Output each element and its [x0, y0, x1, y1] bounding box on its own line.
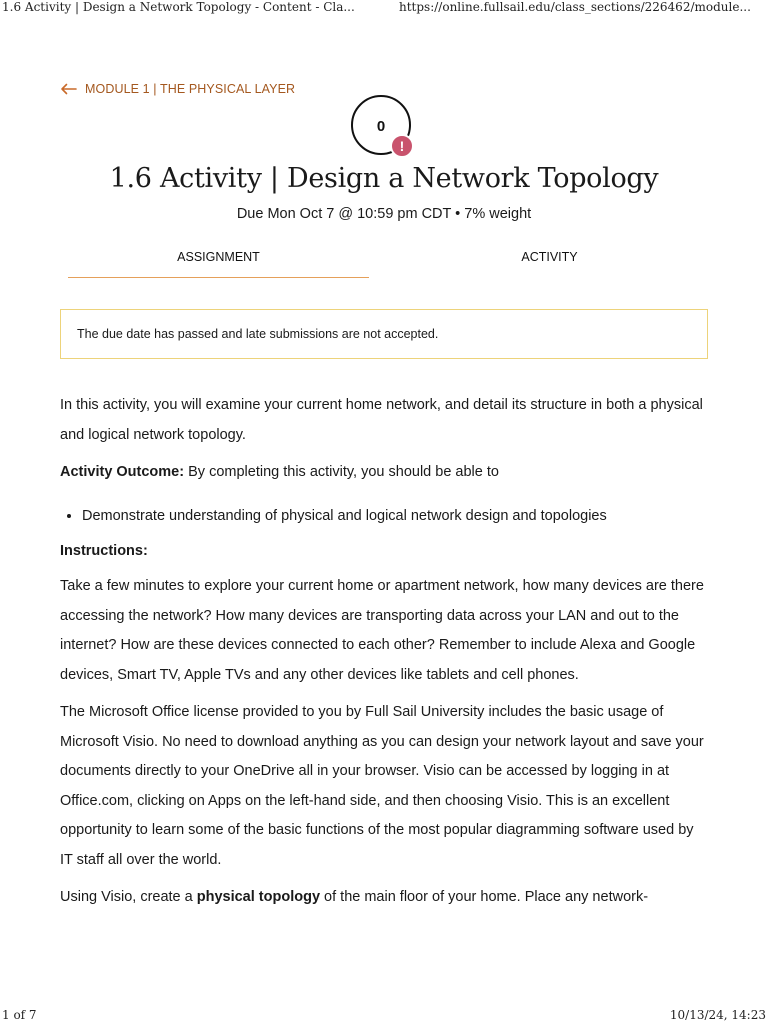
grade-value: 0	[376, 118, 386, 135]
para3-start: Using Visio, create a	[60, 889, 197, 905]
para3-end: of the main floor of your home. Place any network-	[320, 889, 649, 905]
intro-paragraph: In this activity, you will examine your current home network, and detail its structure in both a physical and logical network topology.	[60, 397, 703, 443]
assignment-content	[60, 391, 710, 921]
print-footer	[0, 1008, 768, 1024]
notice-text: The due date has passed and late submissions are not accepted.	[77, 327, 439, 341]
instructions-paragraph-3	[60, 883, 710, 913]
outcome-text: By completing this activity, you should be able to	[184, 464, 499, 480]
print-header-url: https://online.fullsail.edu/class_sections/226462/module...	[399, 0, 751, 14]
alert-icon: !	[390, 134, 414, 158]
instructions-paragraph-1: Take a few minutes to explore your current home or apartment network, how many devices are there accessing the network? How many devices are transporting data across your LAN and out to the internet? How are these devices connected to each other? Remember to include Alexa and Google devices, Smart TV, Apple TVs and any other devices like tablets and cell phones.	[60, 578, 704, 683]
instructions-heading: Instructions:	[60, 542, 148, 559]
page-number: 1 of 7	[2, 1008, 37, 1022]
page-title: 1.6 Activity | Design a Network Topology	[109, 163, 659, 194]
tab-activity[interactable]: ACTIVITY	[521, 250, 578, 264]
breadcrumb-label: MODULE 1 | THE PHYSICAL LAYER	[85, 82, 296, 96]
late-submission-notice	[60, 309, 708, 359]
physical-topology-emphasis: physical topology	[196, 889, 321, 905]
print-header	[0, 0, 768, 20]
breadcrumb-back-link[interactable]	[60, 79, 295, 99]
list-item: • Demonstrate understanding of physical and logical network design and topologies	[82, 504, 710, 528]
print-datetime: 10/13/24, 14:23	[669, 1008, 766, 1022]
tab-assignment[interactable]: ASSIGNMENT	[68, 250, 369, 278]
tab-bar	[68, 250, 700, 278]
outcome-paragraph	[60, 458, 710, 488]
arrow-left-icon	[60, 83, 77, 95]
due-date: Due Mon Oct 7 @ 10:59 pm CDT • 7% weight	[236, 206, 532, 222]
print-header-title: 1.6 Activity | Design a Network Topology - Content - Cla...	[2, 0, 355, 14]
instructions-paragraph-2: The Microsoft Office license provided to you by Full Sail University includes the basic usage of Microsoft Visio. No need to download anything as you can design your network layout and save your documents directly to your OneDrive all in your browser. Visio can be accessed by logging in at Office.com, clicking on Apps on the left-hand side, and then choosing Visio. This is an excellent opportunity to learn some of the basic functions of the most popular diagramming software used by IT staff all over the world.	[60, 704, 704, 868]
outcome-label: Activity Outcome:	[60, 464, 185, 480]
outcome-list	[60, 496, 710, 528]
